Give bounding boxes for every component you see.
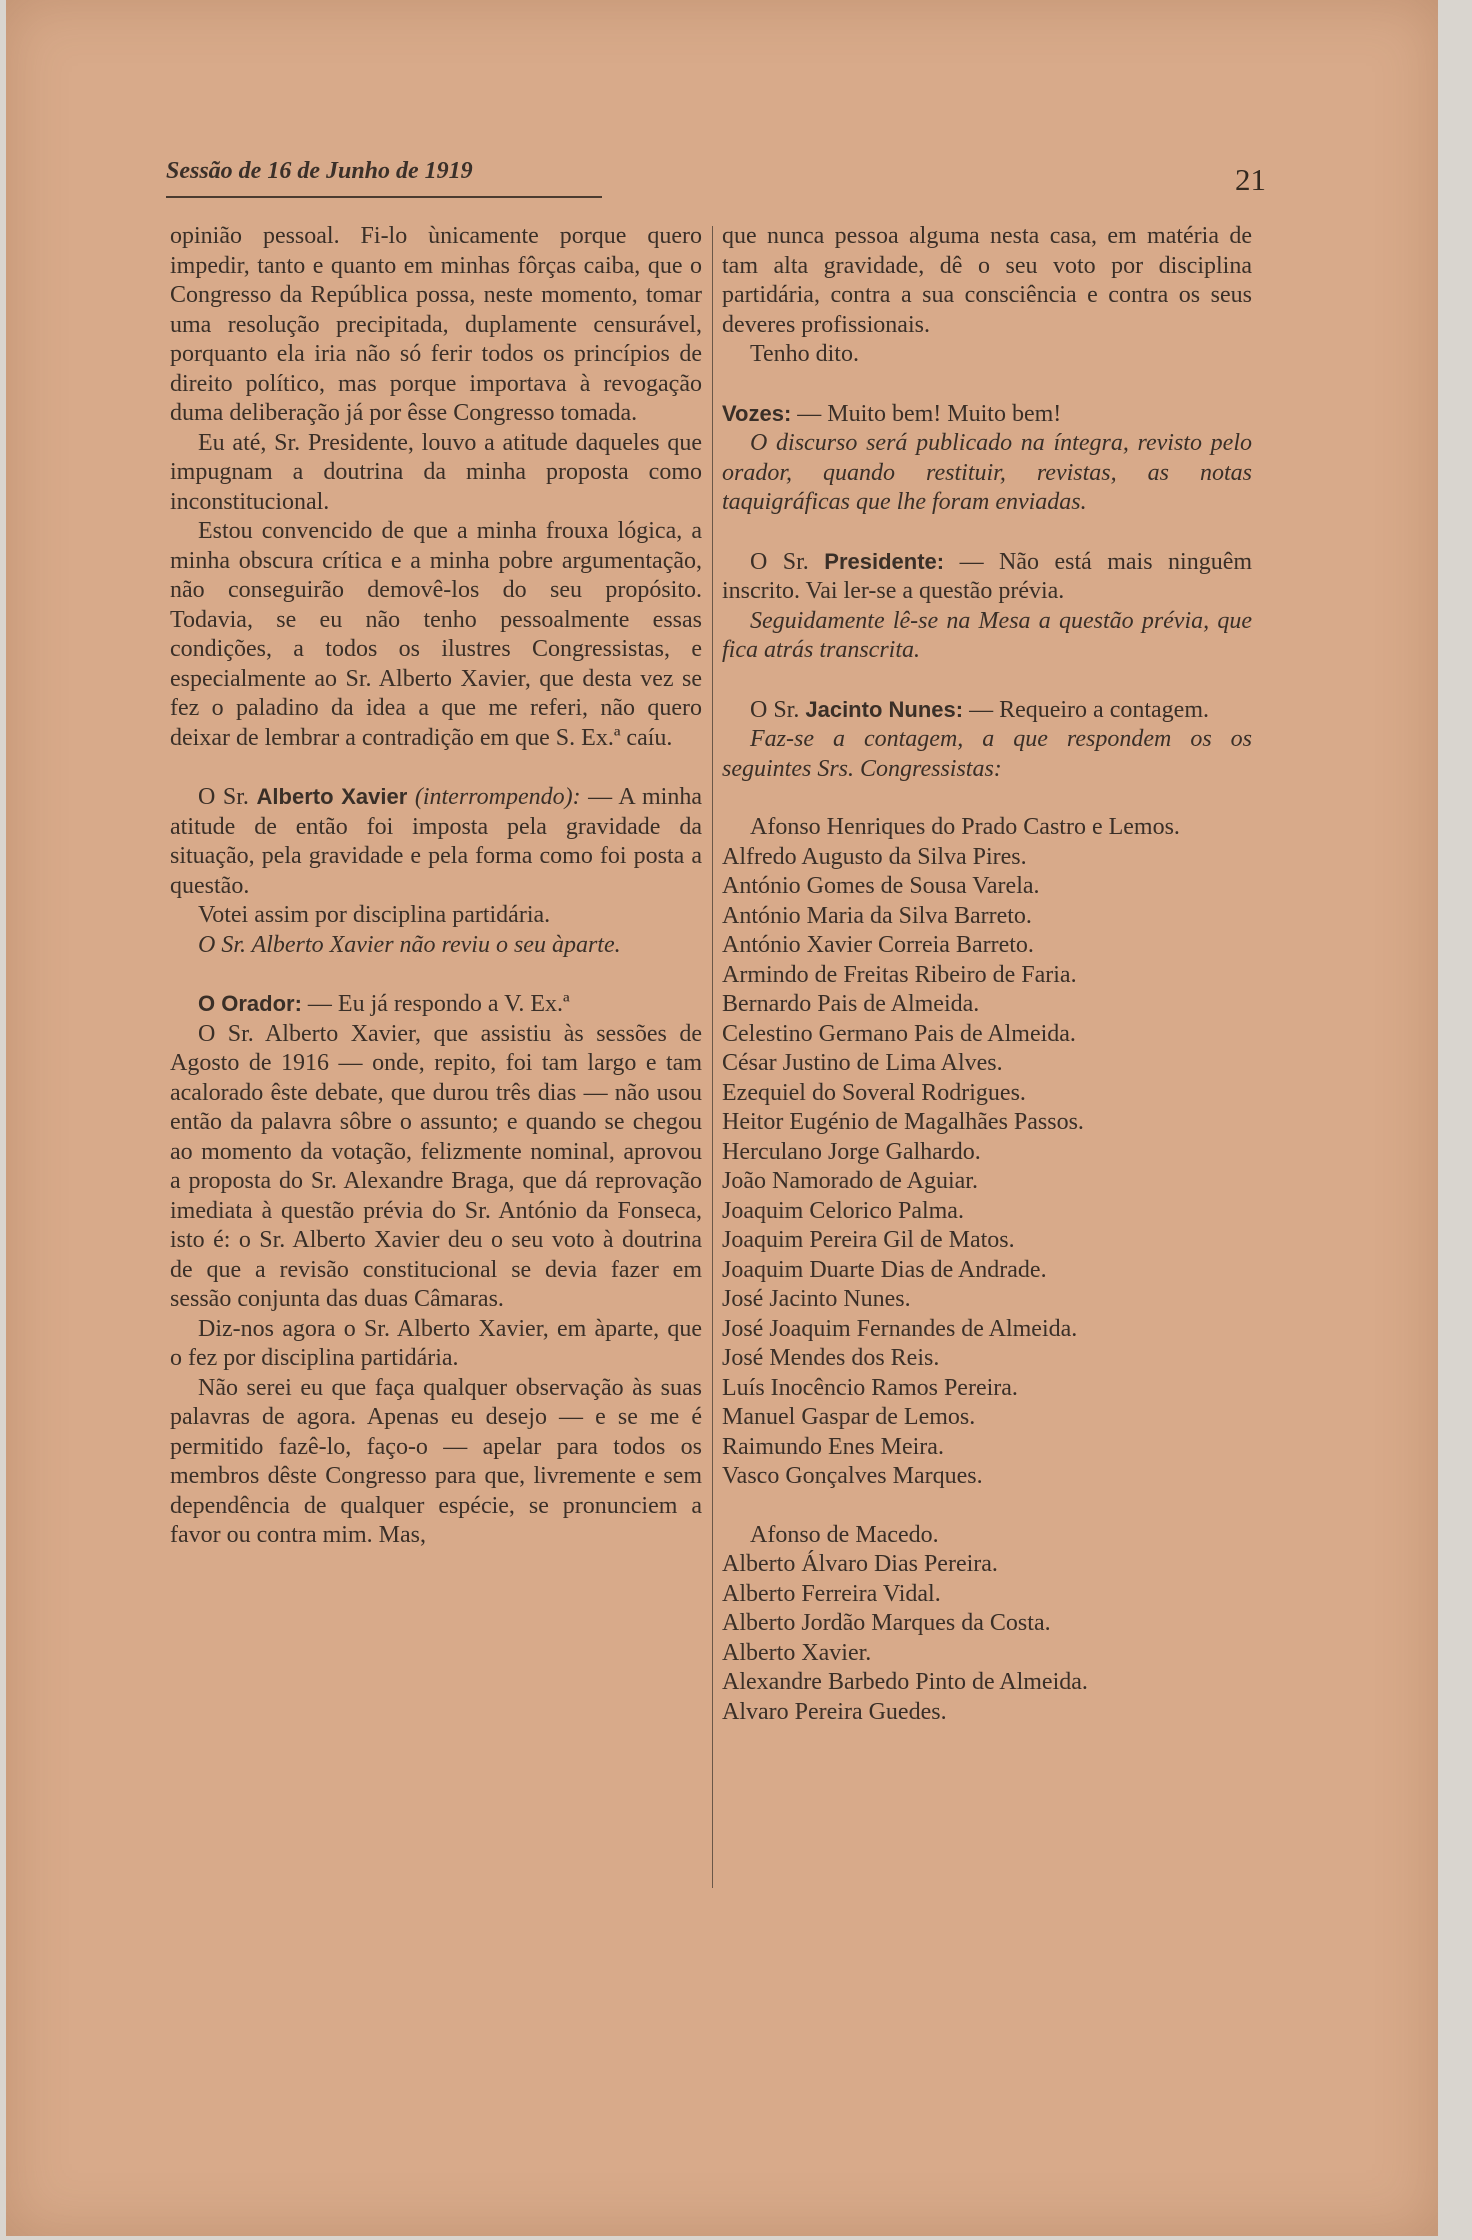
paragraph: Eu até, Sr. Presidente, louvo a atitude daqueles que impugnam a doutrina da minha proposta como inconstitucional. bbox=[170, 429, 702, 515]
congressist-name: Herculano Jorge Galhardo. bbox=[722, 1138, 981, 1165]
speech-text: — A minha atitude de então foi imposta pela gravidade da situação, pela gravidade e pela forma como foi posta a questão. bbox=[170, 784, 702, 899]
congressist-name: José Jacinto Nunes. bbox=[722, 1286, 911, 1312]
editorial-note: O discurso será publicado na íntegra, revisto pelo orador, quando restituir, revistas, as notas taquigráficas que lhe foram enviadas. bbox=[722, 430, 1252, 515]
congressist-name: João Namorado de Aguiar. bbox=[722, 1168, 978, 1194]
paragraph: Não serei eu que faça qualquer observação às suas palavras de agora. Apenas eu desejo — e se me é permitido fazê-lo, faço-o — apelar para todos os membros dêste Congresso para que, livremente e sem dependência de qualquer espécie, se pronunciem a favor ou contra mim. Mas, bbox=[170, 1374, 702, 1548]
congressist-name: Heitor Eugénio de Magalhães Passos. bbox=[722, 1109, 1084, 1135]
speech-text: — Muito bem! Muito bem! bbox=[797, 400, 1062, 427]
congressist-name: Alfredo Augusto da Silva Pires. bbox=[722, 843, 1027, 870]
congressist-name: Armindo de Freitas Ribeiro de Faria. bbox=[722, 961, 1077, 988]
speech bbox=[170, 989, 702, 1020]
speech-text: — Não está mais ninguêm inscrito. Vai ler-se a questão prévia. bbox=[722, 548, 1253, 604]
speaker-prefix: O Sr. bbox=[750, 548, 809, 575]
column-divider bbox=[712, 226, 713, 1888]
congressist-name: António Gomes de Sousa Varela. bbox=[722, 873, 1040, 899]
paragraph: opinião pessoal. Fi-lo ùnicamente porque quero impedir, tanto e quanto em minhas fôrças caiba, que o Congresso da República possa, neste momento, tomar uma resolução precipitada, duplamente censurável, porquanto ela iria não só ferir todos os princípios de direito político, mas porque importava à revogação duma deliberação já por êsse Congresso tomada. bbox=[170, 223, 702, 426]
interjection bbox=[170, 782, 702, 901]
congressist-name: José Mendes dos Reis. bbox=[722, 1345, 940, 1371]
congressist-name: Afonso de Macedo. bbox=[750, 1521, 939, 1548]
speech bbox=[722, 399, 1252, 430]
speech bbox=[722, 695, 1252, 726]
stage-direction: (interrompendo): bbox=[414, 784, 581, 810]
congressists-list-second bbox=[722, 1521, 1252, 1728]
congressist-name: Manuel Gaspar de Lemos. bbox=[722, 1404, 976, 1430]
page-number: 21 bbox=[1235, 162, 1266, 197]
editorial-note: Seguidamente lê-se na Mesa a questão prévia, que fica atrás transcrita. bbox=[722, 607, 1252, 663]
congressist-name: António Xavier Correia Barreto. bbox=[722, 932, 1034, 958]
congressist-name: Alvaro Pereira Guedes. bbox=[722, 1698, 947, 1725]
speaker-prefix: O Sr. bbox=[750, 696, 800, 723]
editorial-note: O Sr. Alberto Xavier não reviu o seu àparte. bbox=[198, 931, 621, 958]
page-header bbox=[166, 158, 1266, 198]
congressist-name: Alberto Jordão Marques da Costa. bbox=[722, 1610, 1051, 1636]
editorial-note: Faz-se a contagem, a que respondem os os seguintes Srs. Congressistas: bbox=[722, 726, 1252, 782]
left-column bbox=[170, 222, 702, 1551]
speaker-name: Presidente: bbox=[824, 548, 945, 574]
congressist-name: Ezequiel do Soveral Rodrigues. bbox=[722, 1079, 1026, 1106]
congressist-name: Joaquim Celorico Palma. bbox=[722, 1197, 964, 1224]
speech-text: — Eu já respondo a V. Ex.ª bbox=[307, 991, 570, 1017]
congressist-name: António Maria da Silva Barreto. bbox=[722, 902, 1032, 929]
congressist-name: Alexandre Barbedo Pinto de Almeida. bbox=[722, 1669, 1088, 1695]
congressist-name: Vasco Gonçalves Marques. bbox=[722, 1463, 983, 1489]
congressist-name: Joaquim Duarte Dias de Andrade. bbox=[722, 1256, 1047, 1283]
paragraph: que nunca pessoa alguma nesta casa, em matéria de tam alta gravidade, dê o seu voto por disciplina partidária, contra a sua consciência e contra os seus deveres profissionais. bbox=[722, 223, 1252, 338]
header-rule bbox=[166, 196, 602, 198]
speaker-name: Jacinto Nunes: bbox=[805, 696, 964, 722]
congressist-name: Alberto Álvaro Dias Pereira. bbox=[722, 1551, 998, 1577]
paragraph: Tenho dito. bbox=[750, 341, 859, 367]
congressist-name: Afonso Henriques do Prado Castro e Lemos. bbox=[750, 814, 1180, 840]
congressist-name: Alberto Ferreira Vidal. bbox=[722, 1580, 941, 1607]
congressist-name: Luís Inocêncio Ramos Pereira. bbox=[722, 1374, 1018, 1401]
congressist-name: Alberto Xavier. bbox=[722, 1639, 872, 1666]
paragraph: Votei assim por disciplina partidária. bbox=[198, 902, 551, 928]
paragraph: Diz-nos agora o Sr. Alberto Xavier, em àparte, que o fez por disciplina partidária. bbox=[170, 1315, 702, 1371]
speaker-name: Alberto Xavier bbox=[256, 784, 408, 809]
right-column bbox=[722, 222, 1252, 1727]
congressist-name: César Justino de Lima Alves. bbox=[722, 1050, 1003, 1076]
congressist-name: José Joaquim Fernandes de Almeida. bbox=[722, 1315, 1078, 1342]
speech bbox=[722, 547, 1252, 607]
paragraph: O Sr. Alberto Xavier, que assistiu às sessões de Agosto de 1916 — onde, repito, foi tam largo e tam acalorado êste debate, que durou três dias — não usou então da palavra sôbre o assunto; e quando se chegou ao momento da votação, felizmente nominal, aprovou a proposta do Sr. Alexandre Braga, que dá reprovação imediata à questão prévia do Sr. António da Fonseca, isto é: o Sr. Alberto Xavier deu o seu voto à doutrina de que a revisão constitucional se devia fazer em sessão conjunta das duas Câmaras. bbox=[170, 1020, 702, 1312]
congressist-name: Celestino Germano Pais de Almeida. bbox=[722, 1020, 1076, 1047]
speaker-name: Vozes: bbox=[722, 400, 792, 426]
speaker-name: O Orador: bbox=[198, 991, 302, 1016]
congressists-list-present bbox=[722, 813, 1252, 1492]
congressist-name: Bernardo Pais de Almeida. bbox=[722, 991, 980, 1017]
speech-text: — Requeiro a contagem. bbox=[969, 696, 1209, 723]
page bbox=[6, 0, 1438, 2236]
paragraph: Estou convencido de que a minha frouxa lógica, a minha obscura crítica e a minha pobre argumentação, não conseguirão demovê-los do seu propósito. Todavia, se eu não tenho pessoalmente essas condições, a todos os ilustres Congressistas, e especialmente ao Sr. Alberto Xavier, que desta vez se fez o paladino da idea a que me referi, não quero deixar de lembrar a contradição em que S. Ex.ª caíu. bbox=[170, 518, 702, 751]
speaker-prefix: O Sr. bbox=[198, 784, 249, 810]
congressist-name: Joaquim Pereira Gil de Matos. bbox=[722, 1227, 1015, 1253]
session-title: Sessão de 16 de Junho de 1919 bbox=[166, 158, 473, 184]
congressist-name: Raimundo Enes Meira. bbox=[722, 1433, 944, 1460]
